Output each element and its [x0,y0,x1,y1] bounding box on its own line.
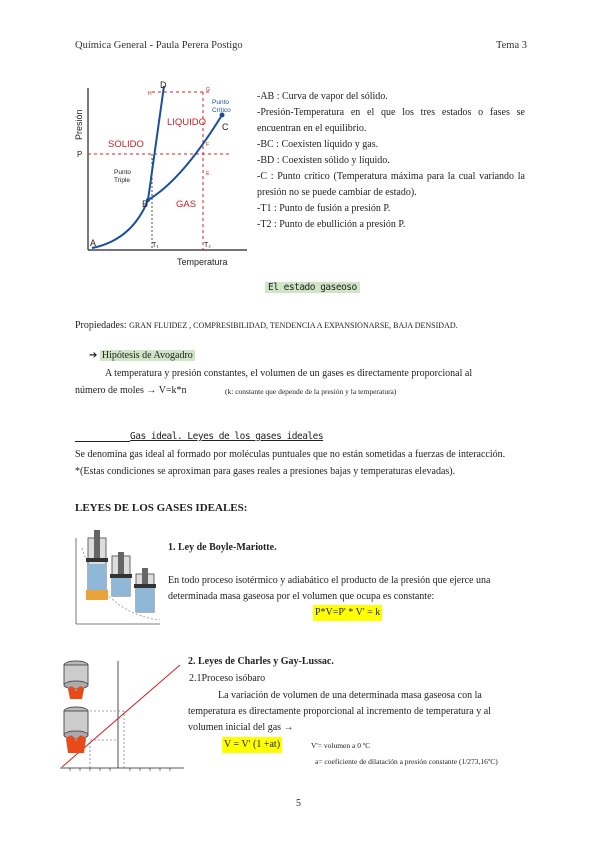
laws-heading: LEYES DE LOS GASES IDEALES: [75,502,248,514]
properties-label: Propiedades: [75,320,127,331]
ideal-gas-rule [75,441,130,442]
avogadro-heading [89,348,195,364]
triple-point-label-1: Punto [114,169,131,176]
curve-bd [148,86,164,200]
properties-text: GRAN FLUIDEZ , COMPRESIBILIDAD, TENDENCIA A EXPANSIONARSE, BAJA DENSIDAD. [129,321,458,330]
ideal-gas-line1: Se denomina gas ideal al formado por moléculas puntuales que no están sometidas a fuerzas de interacción. [75,449,506,460]
properties-line [75,318,458,334]
note-bc: -BC : Coexisten líquido y gas. [257,139,379,150]
ideal-gas-title: Gas ideal. Leyes de los gases ideales [130,431,324,442]
note-t2: -T2 : Punto de ebullición a presión P. [257,219,406,230]
t2-label: T₂ [204,242,211,249]
boyle-title: 1. Ley de Boyle-Mariotte. [168,542,277,553]
charles-line2: temperatura es directamente proporcional al incremento de temperatura y al [188,706,491,717]
x-axis-label: Temperatura [177,257,228,267]
header-title: Química General - Paula Perera Postigo [75,40,243,51]
curve-ab [92,200,148,248]
note-bd: -BD : Coexisten sólido y líquido. [257,155,390,166]
avogadro-line1: A temperatura y presión constantes, el volumen de un gases es directamente proporcional al [105,368,473,379]
point-f-label: F [206,142,210,148]
charles-note-v0: V'= volumen a 0 ºC [311,741,371,750]
charles-note-coefficient: a= coeficiente de dilatación a presión constante (1/273,16ºC) [315,757,498,766]
charles-line3: volumen inicial del gas → [188,722,294,733]
diagram-notes [257,89,525,233]
t1-label: T₁ [152,242,159,249]
region-solid: SOLIDO [108,139,144,150]
note-t1: -T1 : Punto de fusión a presión P. [257,203,391,214]
charles-illustration [60,655,185,780]
point-a-label: A [90,238,97,248]
point-h-label: H [148,91,152,97]
arrow-icon: ➔ [89,350,98,361]
point-e-label: E [206,171,210,177]
charles-formula: V = V' (1 +at) [222,737,282,753]
page-number: 5 [296,798,301,809]
avogadro-note: (k: constante que depende de la presión y la temperatura) [225,387,397,396]
avogadro-title: Hipótesis de Avogadro [101,350,193,361]
note-c: -C : Punto crítico (Temperatura máxima para la cual variando la presión no se puede cambiar de estado). [257,171,525,198]
charles-line1: La variación de volumen de una determinada masa gaseosa con la [218,690,482,701]
header-chapter: Tema 3 [495,40,527,51]
note-triple: -Presión-Temperatura en el que los tres estados o fases se encuentran en el equilibrio. [257,107,525,134]
note-ab: -AB : Curva de vapor del sólido. [257,91,388,102]
pressure-p-label: P [77,150,83,159]
boyle-line2: determinada masa gaseosa por el volumen que ocupa es constante: [168,591,435,602]
point-c-label: C [222,122,229,132]
ideal-gas-line2: *(Estas condiciones se aproximan para gases reales a presiones bajas y temperaturas elevadas). [75,466,456,477]
point-g-label: G [206,87,210,93]
charles-subtitle: 2.1Proceso isóbaro [189,673,266,684]
triple-point-label-2: Triple [114,177,131,184]
y-axis-label: Presión [74,109,84,140]
boyle-line1: En todo proceso isotérmico y adiabático el producto de la presión que ejerce una [168,575,491,586]
section-title: El estado gaseoso [265,282,360,293]
point-b-label: B [142,199,149,209]
boyle-formula: P*V=P' * V' = k [313,605,382,621]
critical-point-label-1: Punto [212,99,229,106]
region-gas: GAS [176,199,197,210]
boyle-illustration [72,528,164,628]
region-liquid: LIQUIDO [167,117,207,128]
charles-title: 2. Leyes de Charles y Gay-Lussac. [188,656,334,667]
critical-point-label-2: Crítico [212,107,231,114]
avogadro-line2: número de moles → V=k*n [75,385,187,396]
phase-diagram [72,80,252,270]
point-d-label: D [160,80,167,90]
